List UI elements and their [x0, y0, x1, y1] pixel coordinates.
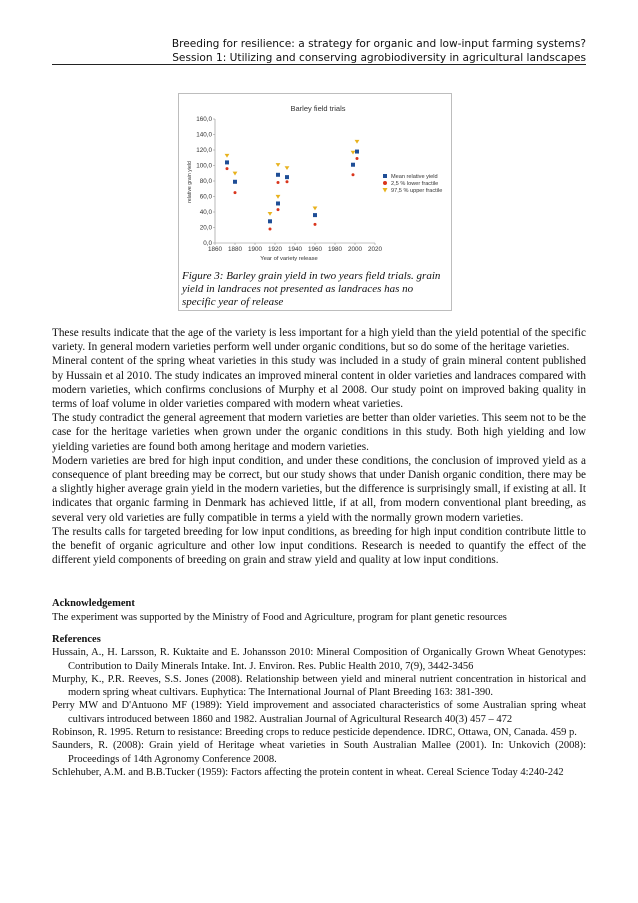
x-tick-label: 1980	[327, 246, 343, 253]
figure-caption: Figure 3: Barley grain yield in two years field trials. grain yield in landraces not presented as landraces has no specific year of release	[182, 270, 441, 308]
plot-area	[196, 116, 382, 253]
x-tick-label: 2000	[347, 246, 363, 253]
acknowledgement-heading: Acknowledgement	[52, 598, 135, 609]
mean-yield-point	[313, 213, 317, 217]
upper-fractile-point	[276, 163, 281, 167]
paragraph: These results indicate that the age of the variety is less important for a high yield than the yield potential of the specific variety. In general modern varieties perform well under organic conditions, but so do some of the heritage varieties.	[52, 327, 586, 354]
x-tick-label: 2020	[367, 246, 383, 253]
legend-marker-mean	[383, 174, 387, 178]
paragraph: Modern varieties are bred for high input condition, and under these conditions, the conclusion of improved yield as a consequence of plant breeding may be correct, but our study shows that under Danish organic condition, there may be a slightly higher average grain yield in the modern varieties, but the difference is surprisingly small, if existing at all. It indicates that organic farming in Denmark has achieved little, if at all, from modern conventional plant breeding, as several very old varieties are fully compatible in terms a yield with the normally grown modern varieties.	[52, 454, 586, 524]
header-rule	[52, 64, 586, 65]
mean-yield-point	[233, 180, 237, 184]
upper-fractile-point	[313, 207, 318, 211]
lower-fractile-point	[269, 228, 272, 231]
header-line-1: Breeding for resilience: a strategy for organic and low-input farming systems?	[171, 38, 586, 50]
references-heading: References	[52, 634, 101, 645]
acknowledgement-section	[52, 597, 586, 624]
lower-fractile-point	[314, 223, 317, 226]
upper-fractile-point	[355, 140, 360, 144]
upper-fractile-point	[233, 172, 238, 176]
running-header	[172, 38, 586, 65]
y-tick-label: 40,0	[199, 209, 212, 216]
mean-yield-point	[225, 160, 229, 164]
x-tick-label: 1860	[207, 246, 223, 253]
chart-title: Barley field trials	[290, 104, 346, 113]
legend-marker-lower	[383, 181, 387, 185]
x-axis-label: Year of variety release	[260, 256, 318, 262]
paragraph: The study contradict the general agreement that modern varieties are better than older varieties. This seem not to be the case for the heritage varieties when grown under the organic conditions in this study. Both high yielding and low yielding varieties are found both among heritage and modern varieties.	[52, 412, 586, 453]
reference-item: Murphy, K., P.R. Reeves, S.S. Jones (2008). Relationship between yield and mineral nutrient concentration in historical and modern spring wheat cultivars. Euphytica: The International Journal of Plant Breeding 163: 381-390.	[52, 673, 586, 699]
x-tick-label: 1960	[307, 246, 323, 253]
legend-label-lower: 2,5 % lower fractile	[391, 181, 439, 187]
legend-marker-upper	[383, 188, 388, 193]
header-line-2: Session 1: Utilizing and conserving agrobiodiversity in agricultural landscapes	[172, 51, 586, 64]
acknowledgement-text: The experiment was supported by the Ministry of Food and Agriculture, program for plant genetic resources	[52, 611, 507, 623]
reference-item: Robinson, R. 1995. Return to resistance: Breeding crops to reduce pesticide dependence. IDRC, Ottawa, ON, Canada. 459 p.	[52, 727, 577, 739]
lower-fractile-point	[226, 167, 229, 170]
x-tick-label: 1880	[227, 246, 243, 253]
lower-fractile-point	[352, 173, 355, 176]
mean-yield-point	[351, 163, 355, 167]
x-tick-label: 1920	[267, 246, 283, 253]
reference-item: Perry MW and D'Antuono MF (1989): Yield improvement and associated characteristics of some Australian spring wheat cultivars introduced between 1860 and 1982. Australian Journal of Agricultural Research 40(3) 457 – 472	[52, 700, 586, 725]
mean-yield-point	[355, 150, 359, 154]
upper-fractile-point	[225, 154, 230, 158]
lower-fractile-point	[277, 181, 280, 184]
barley-chart	[179, 94, 451, 270]
lower-fractile-point	[234, 191, 237, 194]
reference-item: Hussain, A., H. Larsson, R. Kuktaite and E. Johansson 2010: Mineral Composition of Organically Grown Wheat Genotypes: Contribution to Daily Minerals Intake. Int. J. Environ. Res. Public Health 2010, 7(9), 3442-3456	[52, 647, 586, 672]
lower-fractile-point	[356, 157, 359, 160]
upper-fractile-point	[351, 151, 356, 155]
mean-yield-point	[268, 219, 272, 223]
upper-fractile-point	[285, 166, 290, 170]
y-tick-label: 0,0	[203, 240, 212, 247]
figure-3	[178, 93, 452, 311]
y-tick-label: 60,0	[199, 193, 212, 201]
y-tick-label: 20,0	[199, 224, 212, 232]
reference-item: Schlehuber, A.M. and B.B.Tucker (1959): Factors affecting the protein content in wheat. Cereal Science Today 4:240-242	[52, 766, 564, 778]
mean-yield-point	[276, 201, 280, 205]
y-tick-label: 160,0	[196, 116, 212, 123]
y-tick-label: 120,0	[196, 147, 212, 154]
mean-yield-point	[276, 173, 280, 177]
paragraph: Mineral content of the spring wheat varieties in this study was included in a study of grain mineral content published by Hussain et al 2010. The study indicates an improved mineral content in older varieties and landraces compared with modern varieties, which confirms conclusions of Murphy et al 2008. Our study point on improved baking quality in terms of loaf volume in older varieties compared with modern wheat varieties.	[52, 355, 586, 411]
paragraph: The results calls for targeted breeding for low input conditions, as breeding for high input condition contribute little to the benefit of organic agriculture and other low input conditions. Research is needed to quantify the effect of the different yield components of breeding on grain and straw yield and quality at low input conditions.	[52, 525, 586, 567]
lower-fractile-point	[286, 180, 289, 183]
mean-yield-point	[285, 175, 289, 179]
upper-fractile-point	[276, 195, 281, 199]
body-text	[52, 326, 586, 567]
y-tick-label: 140,0	[196, 131, 212, 139]
reference-item: Saunders, R. (2008): Grain yield of Heritage wheat varieties in South Australian Mallee (2001). In: Unkovich (2008): Proceedings of 14th Agronomy Conference 2008.	[52, 740, 586, 765]
x-tick-label: 1900	[247, 246, 263, 253]
y-tick-label: 80,0	[199, 178, 212, 185]
lower-fractile-point	[277, 208, 280, 211]
legend	[383, 174, 443, 194]
y-tick-label: 100,0	[196, 162, 212, 170]
legend-label-mean: Mean relative yield	[391, 174, 438, 180]
references-section	[52, 633, 586, 779]
x-tick-label: 1940	[287, 246, 303, 253]
legend-label-upper: 97,5 % upper fractile	[391, 188, 443, 194]
y-axis-label: relative grain yield	[187, 161, 193, 203]
upper-fractile-point	[268, 212, 273, 216]
